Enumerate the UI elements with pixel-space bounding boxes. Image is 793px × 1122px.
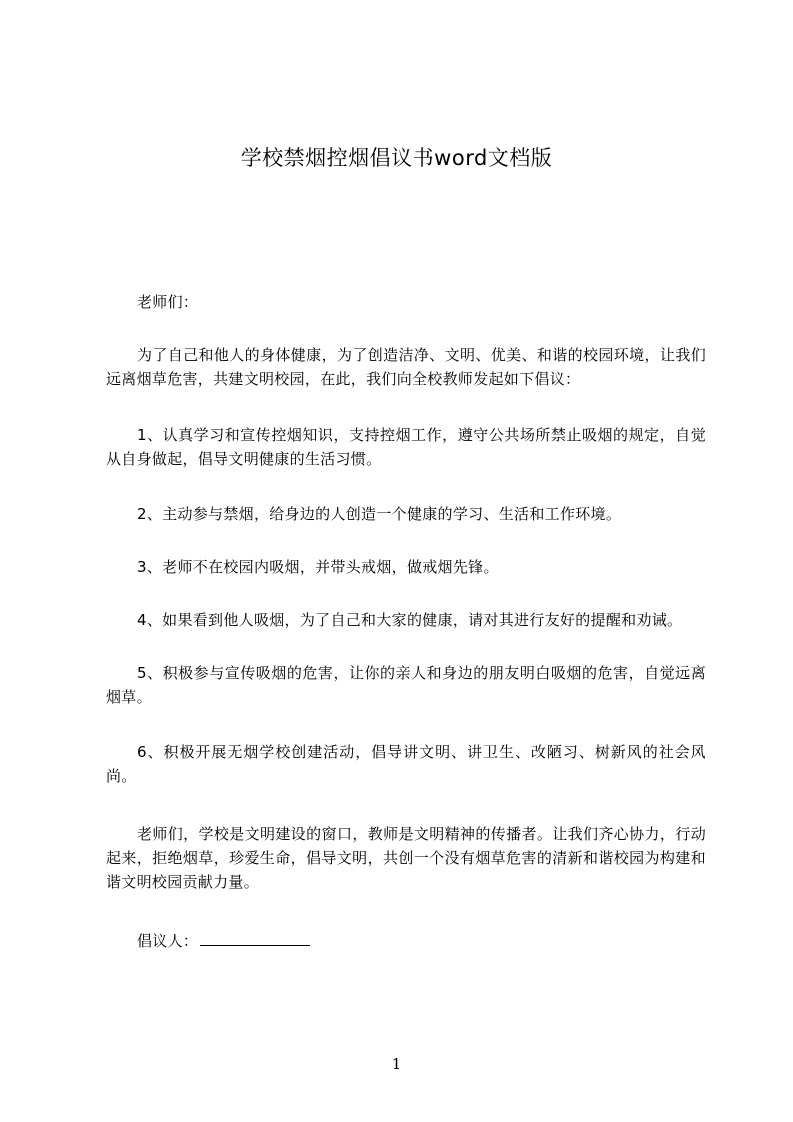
page-number: 1	[391, 1055, 402, 1073]
salutation: 老师们：	[137, 293, 199, 311]
proposal-item-3: 3、老师不在校园内吸烟，并带头戒烟，做戒烟先锋。	[137, 558, 499, 576]
signer-label: 倡议人：	[137, 932, 199, 950]
proposal-item-5: 5、积极参与宣传吸烟的危害，让你的亲人和身边的朋友明白吸烟的危害，自觉远离烟草。	[106, 664, 706, 706]
proposal-item-1: 1、认真学习和宣传控烟知识，支持控烟工作，遵守公共场所禁止吸烟的规定，自觉从自身做起，倡导文明健康的生活习惯。	[106, 426, 706, 468]
proposal-item-4: 4、如果看到他人吸烟，为了自己和大家的健康，请对其进行友好的提醒和劝诫。	[137, 611, 683, 629]
proposal-item-2: 2、主动参与禁烟，给身边的人创造一个健康的学习、生活和工作环境。	[137, 505, 622, 523]
closing-paragraph: 老师们，学校是文明建设的窗口，教师是文明精神的传播者。让我们齐心协力，行动起来，拒绝烟草，珍爱生命，倡导文明，共创一个没有烟草危害的清新和谐校园为构建和谐文明校园贡献力量。	[106, 825, 706, 891]
signer-row	[106, 929, 706, 953]
document-title: 学校禁烟控烟倡议书word文档版	[240, 146, 553, 170]
proposal-item-6: 6、积极开展无烟学校创建活动，倡导讲文明、讲卫生、改陋习、树新风的社会风尚。	[106, 743, 706, 785]
signature-line	[200, 930, 310, 946]
intro-paragraph: 为了自己和他人的身体健康，为了创造洁净、文明、优美、和谐的校园环境，让我们远离烟草危害，共建文明校园，在此，我们向全校教师发起如下倡议：	[106, 346, 706, 388]
